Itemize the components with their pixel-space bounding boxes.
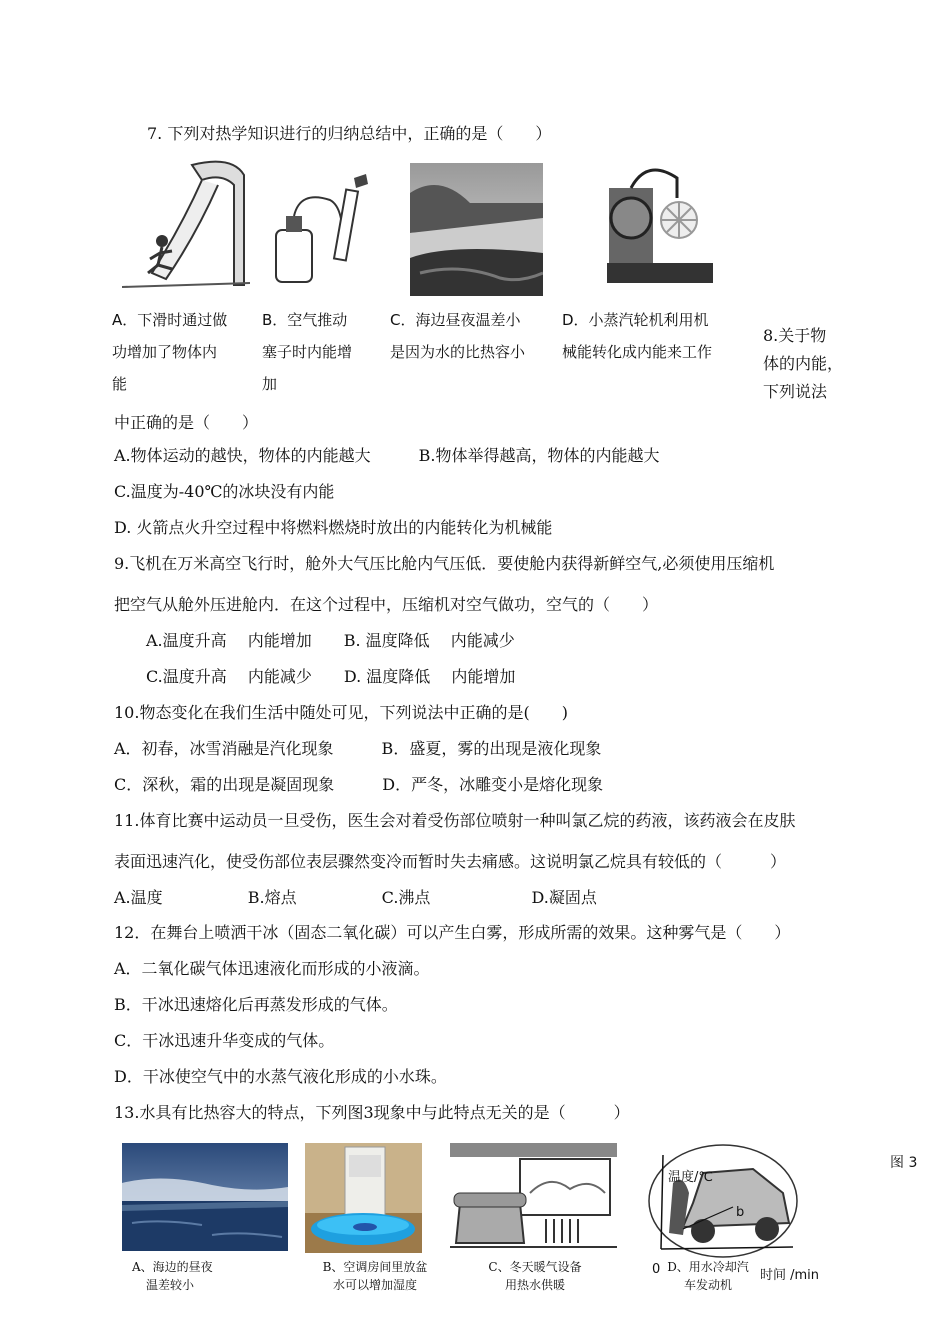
q7-option-b-line2: 塞子时内能增 xyxy=(262,343,353,361)
q8-option-d: D. 火箭点火升空过程中将燃料燃烧时放出的内能转化为机械能 xyxy=(114,518,553,537)
air-conditioner-basin-photo xyxy=(305,1143,422,1253)
q10-options-ab: A．初春，冰雪消融是汽化现象 B．盛夏，雾的出现是液化现象 xyxy=(114,739,602,758)
q7-option-d-line2: 械能转化成内能来工作 xyxy=(562,343,713,361)
figure-label: 图 3 xyxy=(890,1155,918,1171)
q11-stem-line2: 表面迅速汽化，使受伤部位表层骤然变冷而暂时失去痛感。这说明氯乙烷具有较低的（ ） xyxy=(114,852,787,871)
graph-origin-label: 0 xyxy=(652,1262,661,1277)
q13-caption-a-line1: A、海边的昼夜 xyxy=(132,1260,213,1274)
steam-turbine-image xyxy=(597,158,717,290)
q13-caption-b-line2: 水可以增加湿度 xyxy=(332,1278,417,1292)
q13-caption-d-line2: 车发动机 xyxy=(683,1278,732,1292)
q7-option-c-line2: 是因为水的比热容小 xyxy=(390,343,526,361)
q8-stem-line3: 下列说法 xyxy=(763,382,828,401)
q8-stem-line2: 体的内能， xyxy=(763,354,844,373)
q13-caption-a-line2: 温差较小 xyxy=(146,1278,195,1292)
q10-stem: 10.物态变化在我们生活中随处可见，下列说法中正确的是( ) xyxy=(114,703,568,722)
q11-options: A.温度 B.熔点 C.沸点 D.凝固点 xyxy=(114,888,597,907)
seaside-photo xyxy=(122,1143,288,1251)
q7-option-a-line2: 功增加了物体内 xyxy=(112,343,218,361)
q9-options-ab: A.温度升高 内能增加 B. 温度降低 内能减少 xyxy=(146,631,515,650)
q7-option-c-line1: C．海边昼夜温差小 xyxy=(390,311,521,329)
q8-options-ab: A.物体运动的越快，物体的内能越大 B.物体举得越高，物体的内能越大 xyxy=(114,446,660,465)
q12-option-c: C．干冰迅速升华变成的气体。 xyxy=(114,1031,335,1050)
graph-temperature-label: 温度/℃ xyxy=(668,1170,713,1185)
q13-caption-c-line1: C、冬天暖气设备 xyxy=(488,1260,582,1274)
seashore-photo xyxy=(410,163,543,296)
q12-stem: 12．在舞台上喷洒干冰（固态二氧化碳）可以产生白雾，形成所需的效果。这种雾气是（ ） xyxy=(114,923,791,942)
q13-caption-b-line1: B、空调房间里放盆 xyxy=(322,1260,428,1274)
q8-stem-line4: 中正确的是（ ） xyxy=(114,413,259,432)
q9-options-cd: C.温度升高 内能减少 D. 温度降低 内能增加 xyxy=(146,667,516,686)
q7-option-a-line3: 能 xyxy=(112,375,128,393)
car-engine-drawing xyxy=(643,1143,798,1258)
q13-caption-c-line2: 用热水供暖 xyxy=(504,1278,565,1292)
q7-option-b-line1: B．空气推动 xyxy=(262,311,348,329)
q7-stem: 7. 下列对热学知识进行的归纳总结中，正确的是（ ） xyxy=(147,124,552,143)
q12-option-b: B．干冰迅速熔化后再蒸发形成的气体。 xyxy=(114,995,398,1014)
slide-image xyxy=(122,155,250,295)
q8-option-c: C.温度为-40℃的冰块没有内能 xyxy=(114,482,335,501)
q9-stem-line1: 9.飞机在万米高空飞行时，舱外大气压比舱内气压低．要使舱内获得新鲜空气,必须使用压缩机 xyxy=(114,554,775,573)
q12-option-a: A．二氧化碳气体迅速液化而形成的小液滴。 xyxy=(114,959,430,978)
q13-caption-d-line1: D、用水冷却汽 xyxy=(667,1260,749,1274)
q12-option-d: D．干冰使空气中的水蒸气液化形成的小水珠。 xyxy=(114,1067,447,1086)
graph-b-label: b xyxy=(736,1205,745,1220)
q9-stem-line2: 把空气从舱外压进舱内．在这个过程中，压缩机对空气做功，空气的（ ） xyxy=(114,595,659,614)
q13-stem: 13.水具有比热容大的特点，下列图3现象中与此特点无关的是（ ） xyxy=(114,1103,630,1122)
graph-time-label: 时间 /min xyxy=(760,1268,820,1283)
q8-stem-line1: 8.关于物 xyxy=(763,326,827,345)
q7-option-a-line1: A．下滑时通过做 xyxy=(112,311,228,329)
q10-options-cd: C．深秋，霜的出现是凝固现象 D．严冬，冰雕变小是熔化现象 xyxy=(114,775,604,794)
q7-option-b-line3: 加 xyxy=(262,375,278,393)
q11-stem-line1: 11.体育比赛中运动员一旦受伤，医生会对着受伤部位喷射一种叫氯乙烷的药液，该药液会在皮肤 xyxy=(114,811,796,830)
q7-option-d-line1: D．小蒸汽轮机利用机 xyxy=(562,311,709,329)
radiator-room-drawing xyxy=(450,1143,617,1251)
air-pump-image xyxy=(270,170,375,290)
